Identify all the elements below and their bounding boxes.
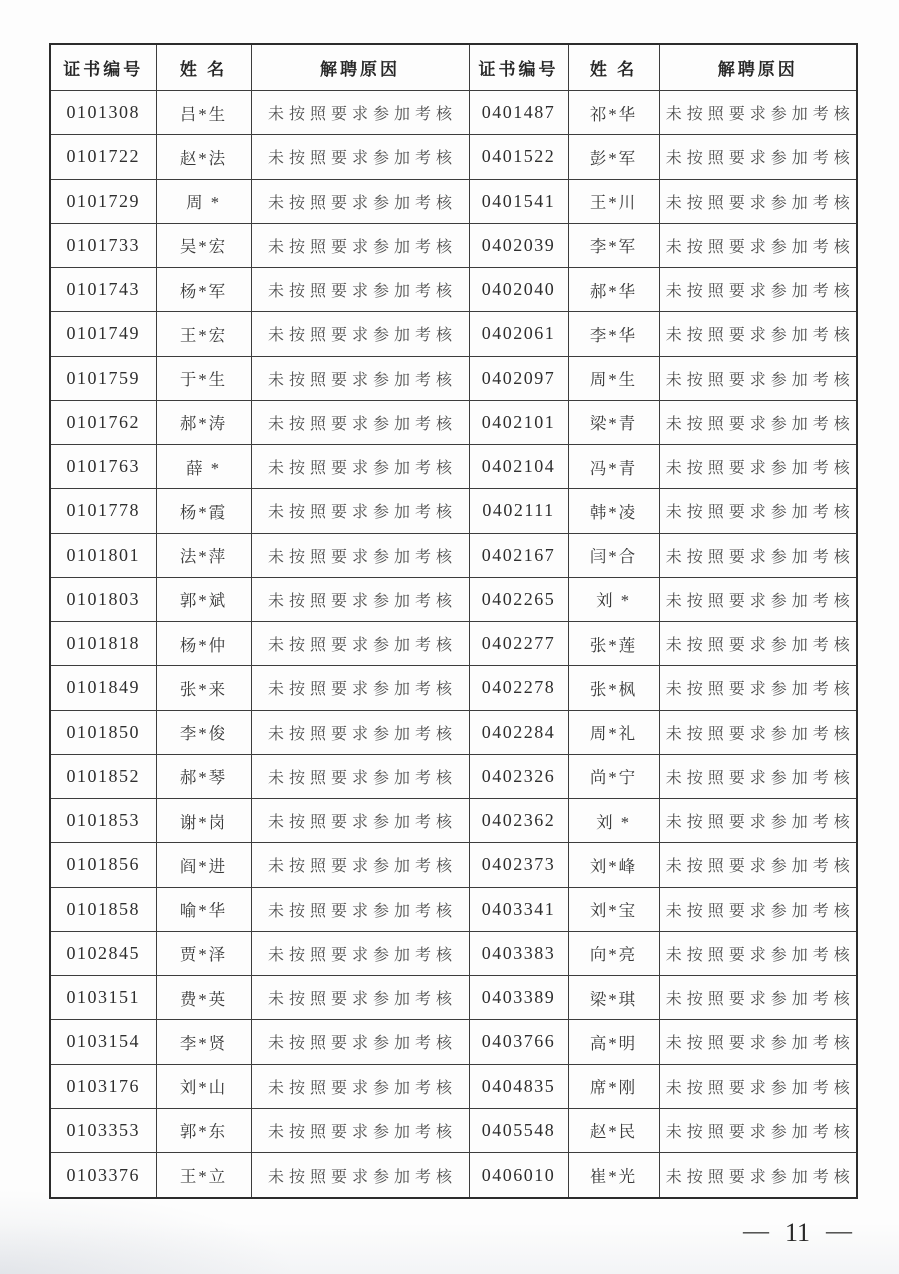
cert-number-cell: 0402278 <box>469 666 568 710</box>
reason-cell: 未按照要求参加考核 <box>659 666 857 710</box>
table-row <box>50 445 857 489</box>
cert-number-cell: 0403383 <box>469 931 568 975</box>
reason-cell: 未按照要求参加考核 <box>659 356 857 400</box>
name-cell: 杨*仲 <box>156 622 251 666</box>
name-cell: 周*礼 <box>568 710 659 754</box>
cert-number-cell: 0402373 <box>469 843 568 887</box>
cert-number-cell: 0403389 <box>469 976 568 1020</box>
reason-cell: 未按照要求参加考核 <box>251 312 469 356</box>
cert-number-cell: 0103353 <box>50 1108 156 1152</box>
cert-number-cell: 0402040 <box>469 268 568 312</box>
cert-number-cell: 0406010 <box>469 1153 568 1199</box>
name-cell: 尚*宁 <box>568 754 659 798</box>
reason-cell: 未按照要求参加考核 <box>659 843 857 887</box>
cert-number-cell: 0404835 <box>469 1064 568 1108</box>
table-row <box>50 1153 857 1199</box>
cert-number-cell: 0402167 <box>469 533 568 577</box>
cert-number-cell: 0101743 <box>50 268 156 312</box>
cert-number-cell: 0101722 <box>50 135 156 179</box>
cert-number-cell: 0402265 <box>469 577 568 621</box>
name-cell: 王*立 <box>156 1153 251 1199</box>
table-row <box>50 577 857 621</box>
reason-cell: 未按照要求参加考核 <box>251 931 469 975</box>
cert-number-cell: 0101729 <box>50 179 156 223</box>
reason-cell: 未按照要求参加考核 <box>659 445 857 489</box>
name-cell: 闫*合 <box>568 533 659 577</box>
table-row <box>50 1064 857 1108</box>
reason-cell: 未按照要求参加考核 <box>251 400 469 444</box>
cert-number-cell: 0101778 <box>50 489 156 533</box>
reason-cell: 未按照要求参加考核 <box>251 799 469 843</box>
name-cell: 张*莲 <box>568 622 659 666</box>
table-row <box>50 1020 857 1064</box>
name-cell: 刘*山 <box>156 1064 251 1108</box>
reason-cell: 未按照要求参加考核 <box>251 1020 469 1064</box>
footer-right-dash: — <box>826 1216 852 1245</box>
table-row <box>50 754 857 798</box>
name-cell: 薛 * <box>156 445 251 489</box>
cert-number-cell: 0101853 <box>50 799 156 843</box>
name-cell: 刘 * <box>568 577 659 621</box>
table-row <box>50 179 857 223</box>
reason-cell: 未按照要求参加考核 <box>659 489 857 533</box>
cert-number-cell: 0103176 <box>50 1064 156 1108</box>
reason-cell: 未按照要求参加考核 <box>659 268 857 312</box>
reason-cell: 未按照要求参加考核 <box>251 1108 469 1152</box>
name-cell: 向*亮 <box>568 931 659 975</box>
reason-cell: 未按照要求参加考核 <box>251 489 469 533</box>
reason-cell: 未按照要求参加考核 <box>251 356 469 400</box>
cert-number-cell: 0101858 <box>50 887 156 931</box>
reason-cell: 未按照要求参加考核 <box>659 577 857 621</box>
cert-number-cell: 0101803 <box>50 577 156 621</box>
cert-number-cell: 0101849 <box>50 666 156 710</box>
reason-cell: 未按照要求参加考核 <box>659 179 857 223</box>
cert-number-cell: 0101762 <box>50 400 156 444</box>
cert-number-cell: 0401487 <box>469 91 568 135</box>
cert-number-cell: 0101733 <box>50 223 156 267</box>
name-cell: 赵*民 <box>568 1108 659 1152</box>
name-cell: 冯*青 <box>568 445 659 489</box>
table-row <box>50 843 857 887</box>
table-row <box>50 666 857 710</box>
name-cell: 高*明 <box>568 1020 659 1064</box>
name-cell: 李*俊 <box>156 710 251 754</box>
name-cell: 杨*霞 <box>156 489 251 533</box>
name-cell: 法*萍 <box>156 533 251 577</box>
reason-cell: 未按照要求参加考核 <box>659 931 857 975</box>
name-cell: 席*刚 <box>568 1064 659 1108</box>
table-row <box>50 312 857 356</box>
column-header-name-right: 姓 名 <box>568 44 659 91</box>
header-row <box>50 44 857 91</box>
cert-number-cell: 0101850 <box>50 710 156 754</box>
name-cell: 周 * <box>156 179 251 223</box>
name-cell: 郝*涛 <box>156 400 251 444</box>
name-cell: 祁*华 <box>568 91 659 135</box>
table-row <box>50 887 857 931</box>
reason-cell: 未按照要求参加考核 <box>659 312 857 356</box>
table-row <box>50 799 857 843</box>
table-body <box>50 91 857 1199</box>
reason-cell: 未按照要求参加考核 <box>659 1108 857 1152</box>
name-cell: 张*来 <box>156 666 251 710</box>
cert-number-cell: 0402097 <box>469 356 568 400</box>
name-cell: 郝*琴 <box>156 754 251 798</box>
name-cell: 李*华 <box>568 312 659 356</box>
cert-number-cell: 0401522 <box>469 135 568 179</box>
name-cell: 刘*峰 <box>568 843 659 887</box>
column-header-cert-number-right: 证书编号 <box>469 44 568 91</box>
dismissal-roster-table <box>49 43 858 1199</box>
reason-cell: 未按照要求参加考核 <box>659 91 857 135</box>
name-cell: 阎*进 <box>156 843 251 887</box>
reason-cell: 未按照要求参加考核 <box>251 135 469 179</box>
name-cell: 郭*斌 <box>156 577 251 621</box>
reason-cell: 未按照要求参加考核 <box>659 135 857 179</box>
reason-cell: 未按照要求参加考核 <box>251 887 469 931</box>
cert-number-cell: 0101852 <box>50 754 156 798</box>
cert-number-cell: 0101749 <box>50 312 156 356</box>
column-header-name-left: 姓 名 <box>156 44 251 91</box>
cert-number-cell: 0402039 <box>469 223 568 267</box>
name-cell: 刘*宝 <box>568 887 659 931</box>
table-row <box>50 223 857 267</box>
cert-number-cell: 0103376 <box>50 1153 156 1199</box>
cert-number-cell: 0103154 <box>50 1020 156 1064</box>
cert-number-cell: 0402326 <box>469 754 568 798</box>
table-row <box>50 356 857 400</box>
name-cell: 赵*法 <box>156 135 251 179</box>
reason-cell: 未按照要求参加考核 <box>251 843 469 887</box>
cert-number-cell: 0402101 <box>469 400 568 444</box>
reason-cell: 未按照要求参加考核 <box>251 268 469 312</box>
reason-cell: 未按照要求参加考核 <box>251 445 469 489</box>
table-header <box>50 44 857 91</box>
cert-number-cell: 0103151 <box>50 976 156 1020</box>
reason-cell: 未按照要求参加考核 <box>659 1020 857 1064</box>
table-row <box>50 976 857 1020</box>
reason-cell: 未按照要求参加考核 <box>251 91 469 135</box>
name-cell: 王*川 <box>568 179 659 223</box>
table-row <box>50 931 857 975</box>
reason-cell: 未按照要求参加考核 <box>251 666 469 710</box>
reason-cell: 未按照要求参加考核 <box>659 223 857 267</box>
reason-cell: 未按照要求参加考核 <box>659 622 857 666</box>
name-cell: 郝*华 <box>568 268 659 312</box>
name-cell: 吴*宏 <box>156 223 251 267</box>
reason-cell: 未按照要求参加考核 <box>659 400 857 444</box>
name-cell: 梁*琪 <box>568 976 659 1020</box>
table-row <box>50 400 857 444</box>
reason-cell: 未按照要求参加考核 <box>659 754 857 798</box>
name-cell: 费*英 <box>156 976 251 1020</box>
page-footer <box>742 1216 852 1247</box>
reason-cell: 未按照要求参加考核 <box>251 1064 469 1108</box>
page-number: 11 <box>784 1218 810 1247</box>
cert-number-cell: 0101818 <box>50 622 156 666</box>
reason-cell: 未按照要求参加考核 <box>659 1153 857 1199</box>
reason-cell: 未按照要求参加考核 <box>251 976 469 1020</box>
table-row <box>50 533 857 577</box>
cert-number-cell: 0402104 <box>469 445 568 489</box>
cert-number-cell: 0402362 <box>469 799 568 843</box>
name-cell: 崔*光 <box>568 1153 659 1199</box>
name-cell: 喻*华 <box>156 887 251 931</box>
name-cell: 王*宏 <box>156 312 251 356</box>
cert-number-cell: 0405548 <box>469 1108 568 1152</box>
cert-number-cell: 0101759 <box>50 356 156 400</box>
footer-left-dash: — <box>742 1216 769 1245</box>
column-header-reason-right: 解聘原因 <box>659 44 857 91</box>
cert-number-cell: 0101308 <box>50 91 156 135</box>
table-row <box>50 622 857 666</box>
reason-cell: 未按照要求参加考核 <box>251 179 469 223</box>
table-row <box>50 489 857 533</box>
name-cell: 李*军 <box>568 223 659 267</box>
name-cell: 梁*青 <box>568 400 659 444</box>
cert-number-cell: 0102845 <box>50 931 156 975</box>
reason-cell: 未按照要求参加考核 <box>659 710 857 754</box>
name-cell: 韩*凌 <box>568 489 659 533</box>
reason-cell: 未按照要求参加考核 <box>251 622 469 666</box>
name-cell: 谢*岗 <box>156 799 251 843</box>
name-cell: 刘 * <box>568 799 659 843</box>
cert-number-cell: 0402111 <box>469 489 568 533</box>
cert-number-cell: 0101856 <box>50 843 156 887</box>
reason-cell: 未按照要求参加考核 <box>251 533 469 577</box>
table-row <box>50 710 857 754</box>
cert-number-cell: 0101763 <box>50 445 156 489</box>
cert-number-cell: 0101801 <box>50 533 156 577</box>
name-cell: 于*生 <box>156 356 251 400</box>
name-cell: 杨*军 <box>156 268 251 312</box>
table-row <box>50 1108 857 1152</box>
column-header-reason-left: 解聘原因 <box>251 44 469 91</box>
reason-cell: 未按照要求参加考核 <box>251 1153 469 1199</box>
reason-cell: 未按照要求参加考核 <box>251 754 469 798</box>
name-cell: 贾*泽 <box>156 931 251 975</box>
reason-cell: 未按照要求参加考核 <box>659 533 857 577</box>
cert-number-cell: 0401541 <box>469 179 568 223</box>
name-cell: 郭*东 <box>156 1108 251 1152</box>
name-cell: 张*枫 <box>568 666 659 710</box>
reason-cell: 未按照要求参加考核 <box>659 799 857 843</box>
reason-cell: 未按照要求参加考核 <box>251 577 469 621</box>
name-cell: 彭*军 <box>568 135 659 179</box>
table-row <box>50 268 857 312</box>
reason-cell: 未按照要求参加考核 <box>659 976 857 1020</box>
column-header-cert-number-left: 证书编号 <box>50 44 156 91</box>
reason-cell: 未按照要求参加考核 <box>659 887 857 931</box>
cert-number-cell: 0403766 <box>469 1020 568 1064</box>
name-cell: 李*贤 <box>156 1020 251 1064</box>
table-row <box>50 135 857 179</box>
reason-cell: 未按照要求参加考核 <box>251 710 469 754</box>
name-cell: 周*生 <box>568 356 659 400</box>
cert-number-cell: 0403341 <box>469 887 568 931</box>
cert-number-cell: 0402277 <box>469 622 568 666</box>
cert-number-cell: 0402284 <box>469 710 568 754</box>
table-row <box>50 91 857 135</box>
reason-cell: 未按照要求参加考核 <box>251 223 469 267</box>
reason-cell: 未按照要求参加考核 <box>659 1064 857 1108</box>
cert-number-cell: 0402061 <box>469 312 568 356</box>
name-cell: 吕*生 <box>156 91 251 135</box>
